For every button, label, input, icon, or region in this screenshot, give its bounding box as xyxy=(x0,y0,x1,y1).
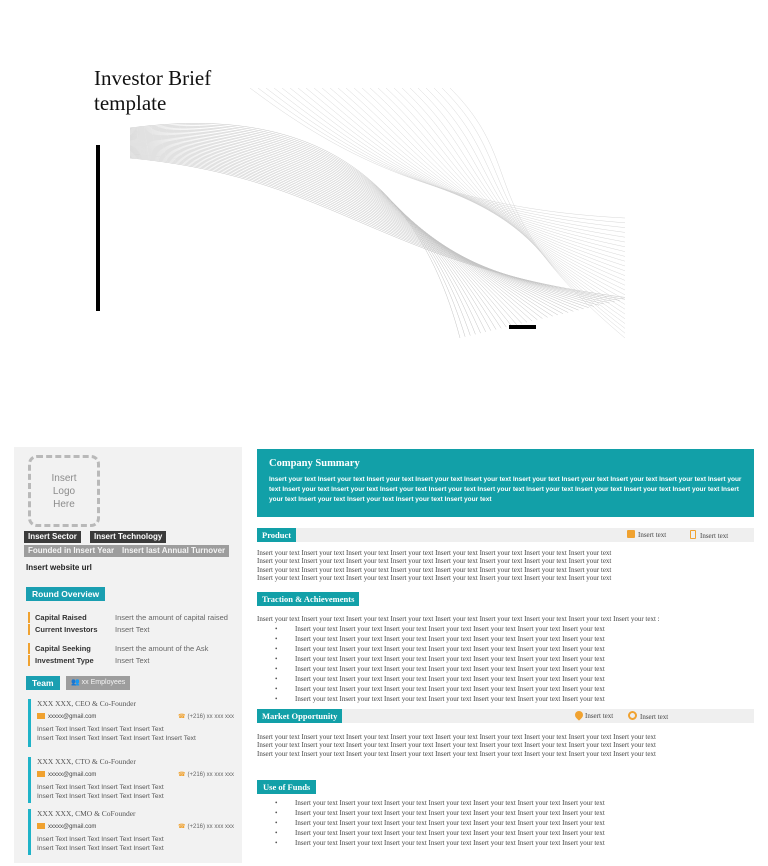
round-key: Capital Raised xyxy=(35,613,87,622)
phone-text: (+216) xx xxx xxx xyxy=(187,824,234,830)
chip-text: Insert text xyxy=(585,712,614,720)
chip-text: Insert text xyxy=(638,531,667,539)
list-item: • Insert your text Insert your text Insert your text Insert your text Insert your text Insert your text Insert your text xyxy=(275,694,605,704)
people-icon: 👥 xyxy=(71,679,80,686)
list-item: • Insert your text Insert your text Insert your text Insert your text Insert your text Insert your text Insert your text xyxy=(275,684,605,694)
bio-line: Insert Text Insert Text Insert Text Insert Text xyxy=(37,845,164,852)
member-contact xyxy=(37,712,234,722)
traction-intro: Insert your text Insert your text Insert your text Insert your text Insert your text Insert your text Insert your text Insert your text Insert your text : xyxy=(257,615,660,623)
bio-line: Insert Text Insert Text Insert Text Insert Text xyxy=(37,836,164,843)
round-overview-heading: Round Overview xyxy=(26,587,105,601)
wave-line xyxy=(338,88,625,271)
member-bio xyxy=(37,725,234,743)
email-text: xxxxx@gmail.com xyxy=(48,824,97,830)
member-email[interactable] xyxy=(37,712,96,722)
main-content xyxy=(257,447,754,863)
wave-line xyxy=(130,148,573,311)
team-member-cmo xyxy=(28,809,234,855)
member-name: XXX XXX, CTO & Co-Founder xyxy=(37,757,136,766)
email-text: xxxxx@gmail.com xyxy=(48,772,97,778)
phone-text: (+216) xx xxx xxx xyxy=(187,714,234,720)
title-line-1: Investor Brief xyxy=(94,66,212,90)
round-key: Current Investors xyxy=(35,625,98,634)
wave-line xyxy=(274,88,625,232)
team-member-ceo xyxy=(28,699,234,747)
turnover-tag: Insert last Annual Turnover xyxy=(118,545,229,557)
wave-line xyxy=(394,88,625,304)
mail-icon xyxy=(37,771,45,777)
team-heading: Team xyxy=(26,676,60,690)
company-summary-section xyxy=(257,449,754,517)
team-member-cto xyxy=(28,757,234,803)
wave-line xyxy=(130,147,568,312)
market-header xyxy=(257,709,754,723)
list-item: • Insert your text Insert your text Insert your text Insert your text Insert your text Insert your text Insert your text xyxy=(275,828,605,838)
wave-line xyxy=(130,123,460,338)
member-email[interactable] xyxy=(37,770,96,780)
title-slide xyxy=(0,0,768,400)
phone-icon: ☎ xyxy=(178,714,186,720)
phone-text: (+216) xx xxx xxx xyxy=(187,772,234,778)
founded-tag: Founded in Insert Year xyxy=(24,545,118,557)
phone-icon: ☎ xyxy=(178,772,186,778)
website-url[interactable]: Insert website url xyxy=(26,563,92,572)
horizontal-accent-bar xyxy=(509,325,536,329)
product-chip-1 xyxy=(627,530,666,540)
member-contact xyxy=(37,770,234,780)
traction-header xyxy=(257,592,754,606)
member-contact xyxy=(37,822,234,832)
product-title: Product xyxy=(257,528,296,542)
market-title: Market Opportunity xyxy=(257,709,342,723)
list-item: • Insert your text Insert your text Insert your text Insert your text Insert your text Insert your text Insert your text xyxy=(275,674,605,684)
mail-icon xyxy=(37,713,45,719)
email-text: xxxxx@gmail.com xyxy=(48,714,97,720)
list-item: • Insert your text Insert your text Insert your text Insert your text Insert your text Insert your text Insert your text xyxy=(275,664,605,674)
market-chip-2 xyxy=(628,711,668,722)
market-body: Insert your text Insert your text Insert your text Insert your text Insert your text Insert your text Insert your text Insert your text Insert your text Insert your text Insert your text Insert your text Insert your text Insert your text Insert your text Insert your text Insert your text Insert your text Insert your text Insert your text Insert your text Insert your text Insert your text Insert your text Insert your text Insert your text Insert your text xyxy=(257,733,656,758)
funds-bullets xyxy=(275,798,605,848)
wave-line xyxy=(354,88,625,280)
list-item: • Insert your text Insert your text Insert your text Insert your text Insert your text Insert your text Insert your text xyxy=(275,808,605,818)
list-item: • Insert your text Insert your text Insert your text Insert your text Insert your text Insert your text Insert your text xyxy=(275,798,605,808)
round-key: Investment Type xyxy=(35,656,94,665)
employees-count: xx Employees xyxy=(81,679,126,686)
mail-icon xyxy=(37,823,45,829)
list-item: • Insert your text Insert your text Insert your text Insert your text Insert your text Insert your text Insert your text xyxy=(275,634,605,644)
target-icon xyxy=(628,711,637,720)
member-name: XXX XXX, CMO & CoFounder xyxy=(37,809,136,818)
wave-line xyxy=(322,88,625,261)
member-phone[interactable] xyxy=(178,822,234,832)
wave-line xyxy=(130,137,517,324)
wave-line xyxy=(362,88,625,285)
list-item: • Insert your text Insert your text Insert your text Insert your text Insert your text Insert your text Insert your text xyxy=(275,838,605,848)
list-item: • Insert your text Insert your text Insert your text Insert your text Insert your text Insert your text Insert your text xyxy=(275,644,605,654)
company-summary-body: Insert your text Insert your text Insert your text Insert your text Insert your text Insert your text Insert your text Insert your text Insert your text Insert your text Insert your text Insert your text Insert your text Insert your text Insert your text Insert your text Insert your text Insert your text Insert your text Insert your text Insert your text Insert your text Insert your text Insert your text xyxy=(269,476,742,503)
list-item: • Insert your text Insert your text Insert your text Insert your text Insert your text Insert your text Insert your text xyxy=(275,654,605,664)
chip-text: Insert text xyxy=(640,713,669,721)
wave-line xyxy=(330,88,625,266)
logo-placeholder-text: Insert Logo Here xyxy=(51,472,77,510)
chip-text: Insert text xyxy=(700,532,729,540)
location-pin-icon xyxy=(573,709,584,720)
list-item: • Insert your text Insert your text Insert your text Insert your text Insert your text Insert your text Insert your text xyxy=(275,818,605,828)
round-row-current-investors xyxy=(28,624,238,635)
wave-line xyxy=(130,154,609,302)
technology-tag: Insert Technology xyxy=(90,531,166,543)
round-value: Insert the amount of capital raised xyxy=(115,613,228,622)
member-bio xyxy=(37,783,234,801)
member-email[interactable] xyxy=(37,822,96,832)
product-chip-2 xyxy=(690,530,728,541)
left-sidebar xyxy=(14,447,242,863)
bio-line: Insert Text Insert Text Insert Text Insert Text xyxy=(37,793,164,800)
round-row-capital-raised xyxy=(28,612,238,623)
member-bio xyxy=(37,835,234,853)
bio-line: Insert Text Insert Text Insert Text Insert Text xyxy=(37,784,164,791)
funds-title: Use of Funds xyxy=(257,780,316,794)
product-body: Insert your text Insert your text Insert your text Insert your text Insert your text Insert your text Insert your text Insert your text Insert your text Insert your text Insert your text Insert your text Insert your text Insert your text Insert your text Insert your text Insert your text Insert your text Insert your text Insert your text Insert your text Insert your text Insert your text Insert your text Insert your text Insert your text Insert your text Insert your text Insert your text Insert your text Insert your text Insert your text xyxy=(257,549,612,583)
company-summary-title: Company Summary xyxy=(269,458,360,469)
wave-line-art xyxy=(130,88,625,346)
wave-line xyxy=(402,88,625,309)
round-key: Capital Seeking xyxy=(35,644,91,653)
funds-header xyxy=(257,780,754,794)
round-row-investment-type xyxy=(28,655,238,666)
member-name: XXX XXX, CEO & Co-Founder xyxy=(37,699,136,708)
title-line-2: template xyxy=(94,91,167,115)
round-value: Insert Text xyxy=(115,625,150,634)
product-header xyxy=(257,528,754,542)
traction-title: Traction & Achievements xyxy=(257,592,359,606)
wave-line xyxy=(130,142,537,320)
sector-tag: Insert Sector xyxy=(24,531,81,543)
round-value: Insert Text xyxy=(115,656,150,665)
traction-bullets xyxy=(275,624,605,704)
phone-icon: ☎ xyxy=(178,824,186,830)
wave-line xyxy=(130,145,558,315)
market-chip-1 xyxy=(575,711,613,721)
phone-device-icon xyxy=(690,530,696,539)
logo-placeholder[interactable] xyxy=(28,455,100,527)
round-value: Insert the amount of the Ask xyxy=(115,644,209,653)
wave-line xyxy=(130,157,625,299)
investor-brief-page xyxy=(14,447,754,863)
wave-line xyxy=(130,143,548,317)
vertical-accent-bar xyxy=(96,145,100,311)
wave-line xyxy=(378,88,625,295)
wave-line xyxy=(386,88,625,300)
list-item: • Insert your text Insert your text Insert your text Insert your text Insert your text Insert your text Insert your text xyxy=(275,624,605,634)
cube-icon xyxy=(627,530,635,538)
employees-badge xyxy=(66,676,130,690)
member-phone[interactable] xyxy=(178,712,234,722)
bio-line: Insert Text Insert Text Insert Text Insert Text xyxy=(37,726,164,733)
bio-line: Insert Text Insert Text Insert Text Insert Text Insert Text xyxy=(37,735,196,742)
member-phone[interactable] xyxy=(178,770,234,780)
round-row-capital-seeking xyxy=(28,643,238,654)
wave-line xyxy=(130,135,506,327)
